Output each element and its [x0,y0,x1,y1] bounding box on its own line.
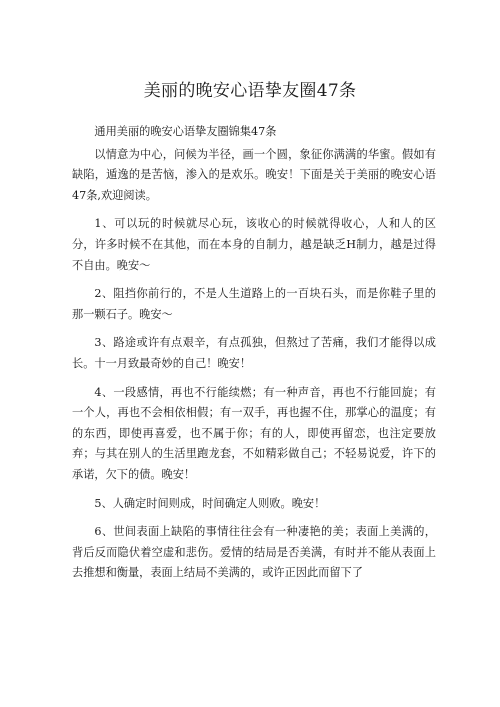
list-item-2: 2、阻挡你前行的，不是人生道路上的一百块石头，而是你鞋子里的那一颗石子。晚安～ [72,287,436,321]
list-item-4: 4、一段感情，再也不行能续燃；有一种声音，再也不行能回旋；有一个人，再也不会相依相假；有一双手，再也握不住，那掌心的温度；有的东西，即使再喜爱，也不属于你；有的人，即使再留恋，也注定要放弃；与其在别人的生活里跑龙套，不如精彩做自己；不轻易说爱，许下的承诺，欠下的债。晚安！ [72,385,436,481]
list-item-6: 6、世间表面上缺陷的事情往往会有一种凄艳的美；表面上美满的，背后反而隐伏着空虚和悲伤。爱情的结局是否美满，有时并不能从表面上去推想和衡量，表面上结局不美满的，或许正因此而留下了 [72,525,436,580]
list-item-5: 5、人确定时间则成，时间确定人则败。晚安！ [94,496,326,510]
document-subtitle: 通用美丽的晚安心语挚友圈锦集47条 [94,125,277,138]
document-body [72,122,436,592]
intro-paragraph: 以情意为中心，问候为半径，画一个圆，象征你满满的华蜜。假如有缺陷，遁逸的是苦恼，渗入的是欢乐。晚安！下面是关于美丽的晚安心语47条,欢迎阅读。 [72,147,436,202]
list-item-3: 3、路途或许有点艰辛，有点孤独，但熬过了苦痛，我们才能得以成长。十一月致最奇妙的自己！晚安！ [72,336,436,370]
list-item-1: 1、可以玩的时候就尽心玩，该收心的时候就得收心，人和人的区分，许多时候不在其他，而在本身的自制力，越是缺乏H制力，越是过得不自由。晚安～ [72,217,436,272]
document-title: 美丽的晚安心语挚友圈47条 [143,81,357,101]
